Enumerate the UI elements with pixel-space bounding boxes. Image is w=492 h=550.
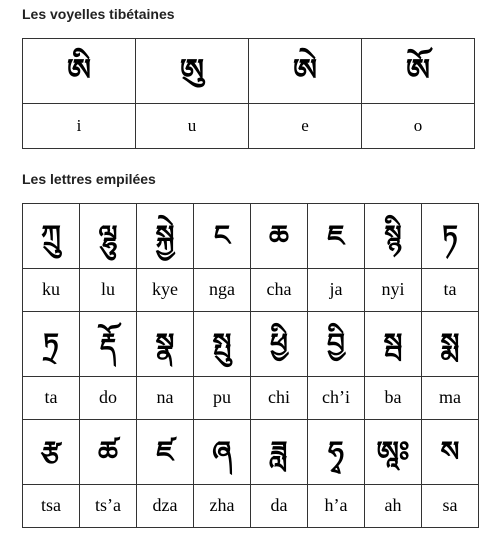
stack-glyph-cell xyxy=(251,312,308,377)
stack-roman: h’a xyxy=(324,495,348,515)
stack-roman: ts’a xyxy=(95,495,121,515)
vowel-glyph: ཨོ xyxy=(405,53,431,88)
stack-roman: ba xyxy=(384,387,402,407)
stack-glyph: ཇ xyxy=(327,219,345,252)
stack-roman-cell xyxy=(194,485,251,528)
stack-glyph: ཆ xyxy=(269,219,289,252)
stack-glyph: བྱི xyxy=(327,327,345,360)
stack-roman-cell xyxy=(194,269,251,312)
stack-glyph: ཀྲུ xyxy=(41,219,61,252)
stack-glyph: སྐྱེ xyxy=(155,219,175,252)
stack-roman-cell xyxy=(137,269,194,312)
stack-roman-cell xyxy=(80,269,137,312)
stack-glyph-cell xyxy=(365,312,422,377)
stack-glyph-cell xyxy=(23,420,80,485)
stack-roman-cell xyxy=(80,377,137,420)
stack-roman-cell xyxy=(422,269,479,312)
stack-glyph-cell xyxy=(80,420,137,485)
stack-roman: nyi xyxy=(381,279,405,299)
stack-roman-cell xyxy=(422,485,479,528)
stack-glyph: སྤུ xyxy=(212,327,232,360)
vowel-glyph-cell xyxy=(136,39,249,104)
stacks-roman-row xyxy=(23,377,479,420)
stack-roman: do xyxy=(99,387,117,407)
stack-glyph: རྩ xyxy=(41,435,61,468)
stack-roman-cell xyxy=(23,485,80,528)
stack-roman: ch’i xyxy=(322,387,350,407)
stack-roman-cell xyxy=(365,377,422,420)
stack-glyph: ཞ xyxy=(212,435,232,468)
vowel-roman-cell xyxy=(136,104,249,149)
stack-glyph-cell xyxy=(308,204,365,269)
vowel-glyph-cell xyxy=(362,39,475,104)
stack-roman: pu xyxy=(213,387,231,407)
stack-glyph-cell xyxy=(137,420,194,485)
stack-glyph: ཧྭ xyxy=(328,435,344,468)
stack-roman: ma xyxy=(439,387,461,407)
stack-roman-cell xyxy=(308,485,365,528)
stacks-glyph-row xyxy=(23,204,479,269)
stack-roman-cell xyxy=(137,377,194,420)
stack-glyph-cell xyxy=(422,312,479,377)
stack-glyph-cell xyxy=(251,420,308,485)
stack-roman-cell xyxy=(308,269,365,312)
stack-roman-cell xyxy=(308,377,365,420)
stack-roman-cell xyxy=(23,269,80,312)
stack-glyph-cell xyxy=(80,204,137,269)
stack-glyph: སྙི xyxy=(384,219,402,252)
stacks-glyph-row xyxy=(23,312,479,377)
stack-glyph-cell xyxy=(422,204,479,269)
stack-roman: dza xyxy=(152,495,178,515)
stack-glyph-cell xyxy=(137,204,194,269)
vowel-glyph: ཨུ xyxy=(179,53,205,88)
stack-roman: ah xyxy=(384,495,402,515)
vowel-roman-cell xyxy=(362,104,475,149)
stack-glyph-cell xyxy=(194,312,251,377)
vowel-glyph: ཨེ xyxy=(292,53,318,88)
stack-glyph: ཨཱཿ xyxy=(376,435,410,468)
stack-roman-cell xyxy=(251,377,308,420)
stack-glyph: ཏྲ xyxy=(43,327,59,360)
stack-glyph: ཚ xyxy=(98,435,118,468)
stack-roman: tsa xyxy=(41,495,61,515)
stack-roman: ta xyxy=(44,387,58,407)
vowel-glyph-cell xyxy=(249,39,362,104)
stack-roman: cha xyxy=(266,279,292,299)
stack-roman-cell xyxy=(194,377,251,420)
stacks-roman-row xyxy=(23,269,479,312)
stacks-glyph-row xyxy=(23,420,479,485)
stacks-section-title: Les lettres empilées xyxy=(22,171,156,187)
stack-glyph-cell xyxy=(308,420,365,485)
stack-glyph-cell xyxy=(308,312,365,377)
vowel-roman: i xyxy=(76,115,82,135)
stack-glyph: ས xyxy=(440,435,460,468)
vowels-section-title: Les voyelles tibétaines xyxy=(22,6,175,22)
stack-roman: zha xyxy=(209,495,235,515)
stack-glyph-cell xyxy=(137,312,194,377)
stack-roman-cell xyxy=(251,269,308,312)
stacks-roman-row xyxy=(23,485,479,528)
vowel-glyph: ཨི xyxy=(66,53,92,88)
vowels-glyph-row xyxy=(23,39,475,104)
stack-roman: chi xyxy=(268,387,290,407)
vowel-roman: e xyxy=(301,115,309,135)
stack-roman: da xyxy=(270,495,288,515)
stack-roman: kye xyxy=(152,279,178,299)
stack-glyph: ལྷུ xyxy=(98,219,118,252)
stack-roman-cell xyxy=(80,485,137,528)
stack-glyph-cell xyxy=(365,420,422,485)
stack-roman-cell xyxy=(23,377,80,420)
stack-roman-cell xyxy=(365,269,422,312)
stack-glyph: ང xyxy=(213,219,231,252)
vowel-roman-cell xyxy=(23,104,136,149)
stacked-letters-table xyxy=(22,203,479,528)
stack-glyph: ཛ xyxy=(156,435,174,468)
vowel-roman-cell xyxy=(249,104,362,149)
vowel-roman: o xyxy=(413,115,423,135)
stack-glyph: ཟླ xyxy=(270,435,288,468)
stack-roman-cell xyxy=(365,485,422,528)
stack-glyph: སྨ xyxy=(440,327,460,360)
stack-glyph: སྦ xyxy=(383,327,403,360)
stack-roman: nga xyxy=(209,279,235,299)
stack-roman: lu xyxy=(100,279,115,299)
stack-glyph-cell xyxy=(251,204,308,269)
stack-roman: ta xyxy=(443,279,457,299)
stack-glyph-cell xyxy=(365,204,422,269)
stack-roman-cell xyxy=(137,485,194,528)
stack-glyph: ཕྱི xyxy=(270,327,288,360)
stack-glyph-cell xyxy=(194,420,251,485)
stack-glyph-cell xyxy=(23,312,80,377)
stack-roman: ja xyxy=(329,279,343,299)
stack-glyph: ཏ xyxy=(442,219,458,252)
stack-glyph-cell xyxy=(80,312,137,377)
stack-glyph-cell xyxy=(23,204,80,269)
stack-glyph: སྣ xyxy=(155,327,175,360)
vowel-roman: u xyxy=(187,115,197,135)
stack-roman: ku xyxy=(42,279,60,299)
stack-roman: sa xyxy=(442,495,458,515)
stack-roman: na xyxy=(156,387,174,407)
stack-roman-cell xyxy=(422,377,479,420)
vowels-table xyxy=(22,38,475,149)
vowel-glyph-cell xyxy=(23,39,136,104)
stack-glyph-cell xyxy=(194,204,251,269)
stack-glyph-cell xyxy=(422,420,479,485)
stack-roman-cell xyxy=(251,485,308,528)
stack-glyph: རྡོ xyxy=(99,327,117,360)
vowels-roman-row xyxy=(23,104,475,149)
